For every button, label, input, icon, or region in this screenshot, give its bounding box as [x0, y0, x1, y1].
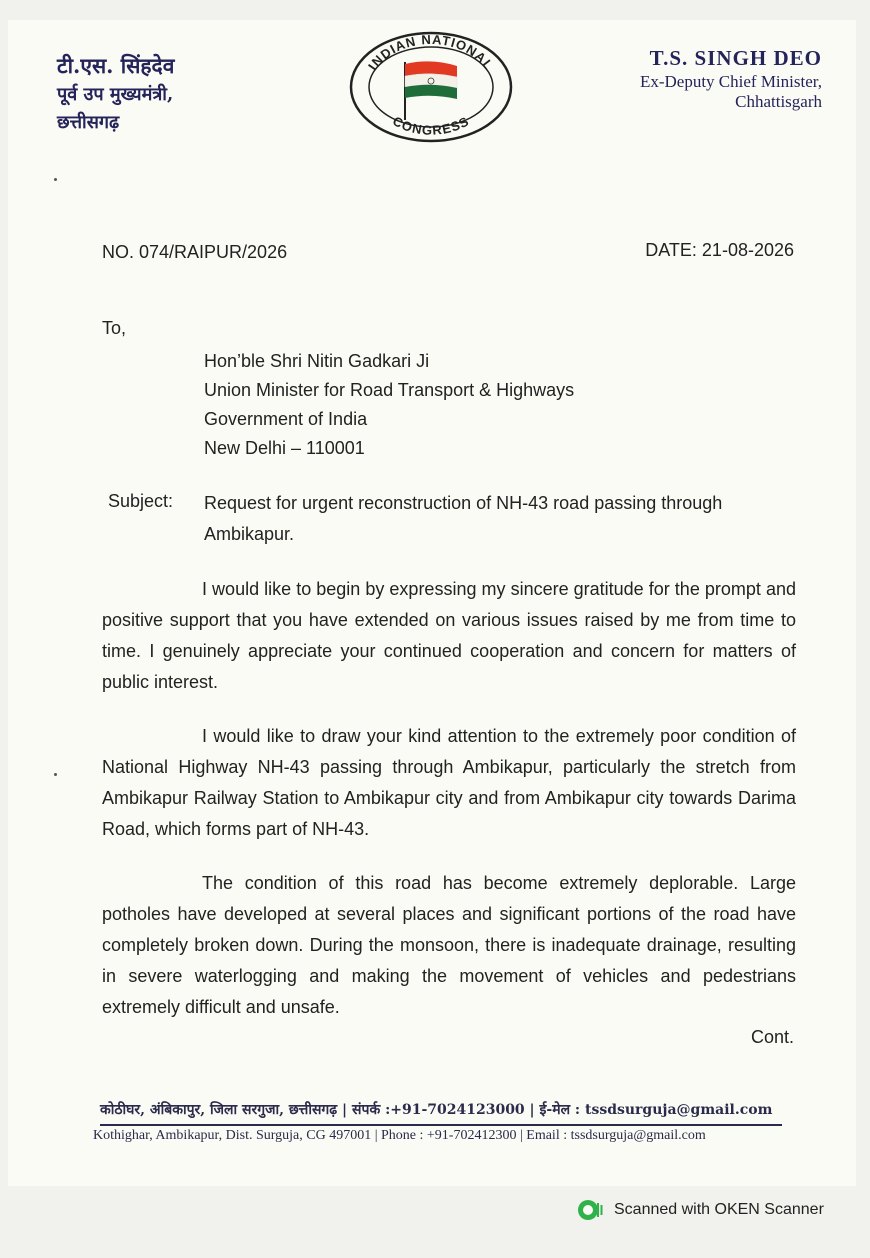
reference-number: NO. 074/RAIPUR/2026 [102, 242, 288, 262]
body-paragraph-2 [102, 721, 796, 845]
scanner-label: Scanned with OKEN Scanner [614, 1201, 824, 1218]
footer-hindi-address: कोठीघर, अंबिकापुर, जिला सरगुजा, छत्तीसगढ़ | संपर्क :+91-7024123000 | ई-मेल : tssdsurguja@gmail.com [100, 1102, 773, 1118]
svg-text:CONGRESS [390, 113, 472, 138]
congress-logo [347, 30, 515, 145]
footer-divider [100, 1124, 782, 1126]
letterhead-english-state: Chhattisgarh [735, 92, 822, 111]
paragraph-text: I would like to draw your kind attention to the extremely poor condition of National Highway NH-43 passing through Ambikapur, particularly the stretch from Ambikapur Railway Station to Ambikapur city and from Ambikapur city towards Darima Road, which forms part of NH-43. [102, 726, 796, 839]
subject-text [204, 488, 722, 550]
subject-line: Ambikapur. [204, 524, 295, 544]
addressee-line: Hon’ble Shri Nitin Gadkari Ji [204, 351, 430, 371]
addressee-line: Government of India [204, 409, 368, 429]
subject-line: Request for urgent reconstruction of NH-43 road passing through [204, 493, 723, 513]
scanner-watermark [576, 1198, 824, 1222]
oken-scanner-icon [576, 1198, 604, 1222]
paragraph-text: I would like to begin by expressing my sincere gratitude for the prompt and positive support that you have extended on various issues raised by me from time to time. I genuinely appreciate your continued cooperation and concern for matters of public interest. [102, 579, 796, 692]
scan-speck [54, 773, 57, 776]
letterhead-hindi-state: छत्तीसगढ़ [57, 112, 120, 133]
continued-note: Cont. [750, 1027, 794, 1047]
body-paragraph-3 [102, 868, 796, 1023]
logo-top-text: INDIAN NATIONAL [365, 31, 497, 74]
subject-label: Subject: [108, 491, 174, 511]
logo-bottom-text: CONGRESS [390, 113, 472, 138]
flag-icon [405, 61, 457, 120]
letter-date: DATE: 21-08-2026 [645, 240, 794, 260]
body-paragraph-1 [102, 574, 796, 698]
letterhead-english-name: T.S. SINGH DEO [649, 46, 822, 70]
letterhead-hindi-name: टी.एस. सिंहदेव [57, 53, 175, 78]
scan-speck [54, 178, 57, 181]
letterhead-hindi-title: पूर्व उप मुख्यमंत्री, [57, 84, 174, 105]
letterhead-english-title: Ex-Deputy Chief Minister, [639, 72, 822, 91]
addressee-line: Union Minister for Road Transport & Highways [204, 380, 575, 400]
salutation: To, [102, 318, 127, 338]
addressee-block [204, 347, 574, 463]
addressee-line: New Delhi – 110001 [204, 438, 365, 458]
footer-english-address: Kothighar, Ambikapur, Dist. Surguja, CG 497001 | Phone : +91-702412300 | Email : tssdsurguja@gmail.com [93, 1128, 706, 1143]
paragraph-text: The condition of this road has become extremely deplorable. Large potholes have developed at several places and significant portions of the road have completely broken down. During the monsoon, there is inadequate drainage, resulting in severe waterlogging and making the movement of vehicles and pedestrians extremely difficult and unsafe. [102, 873, 796, 1017]
